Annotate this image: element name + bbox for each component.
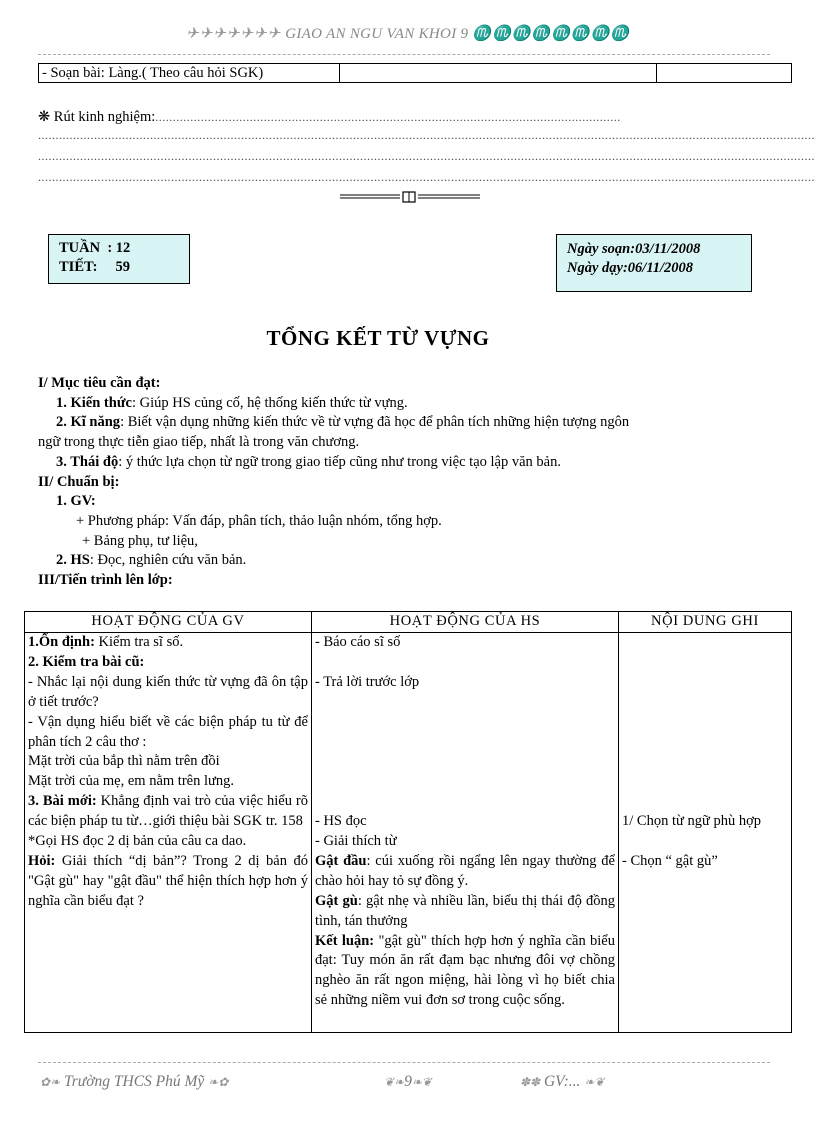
hs-label: 2. HS (56, 552, 90, 569)
week-label: TUẦN : 12 (59, 240, 131, 256)
review-question: - Nhắc lại nội dung kiến thức từ vựng đã ôn tập ở tiết trước? (28, 673, 308, 710)
hs-answer: - Trả lời trước lớp (315, 673, 420, 690)
teach-date: Ngày dạy:06/11/2008 (567, 260, 694, 276)
conclusion-text: "gật gù" thích hợp hơn ý nghĩa cần biểu đạt: Tuy món ăn rất đạm bạc nhưng đôi vợ chồng nghèo ăn rất ngon miệng, hài lòng vì họ biết chia sẻ những niềm vui đơn sơ trong cuộc sống. (315, 932, 615, 1009)
top-cell-lesson: - Soạn bài: Làng.( Theo câu hỏi SGK) (39, 64, 340, 83)
process-heading: III/Tiến trình lên lớp: (38, 572, 173, 589)
col-header-hs: HOẠT ĐỘNG CỦA HS (312, 612, 619, 633)
review-label: 2. Kiểm tra bài cũ: (28, 653, 145, 670)
activity-table (24, 611, 792, 1033)
prep-heading: II/ Chuẩn bị: (38, 473, 120, 490)
experience-label: Rút kinh nghiệm: (53, 109, 156, 125)
knowledge-label: 1. Kiến thức (56, 394, 132, 411)
footer-ornament: ❧✿ (208, 1075, 229, 1089)
header-divider (38, 54, 770, 55)
gv-label: 1. GV: (56, 493, 96, 510)
hs-text: : Đọc, nghiên cứu văn bản. (89, 552, 247, 569)
stabilize-label: 1.Ổn định: (28, 634, 95, 650)
footer-teacher (520, 1073, 604, 1091)
poem-line: Mặt trời của mẹ, em nằm trên lưng. (28, 773, 234, 790)
col-header-gv: HOẠT ĐỘNG CỦA GV (25, 612, 312, 633)
header-ornament-right: ♏♏♏♏♏♏♏♏ (472, 26, 630, 42)
top-cell-3 (657, 64, 792, 83)
header-title: GIAO AN NGU VAN KHOI 9 (285, 26, 469, 42)
poem-line: Mặt trời của bắp thì nằm trên đồi (28, 753, 220, 770)
top-cell-2 (340, 64, 657, 83)
experience-line: ❋ Rút kinh nghiệm:..................................................................................................................................... (38, 109, 621, 125)
hs-activity-cell (312, 633, 619, 1033)
footer-ornament: ❦❧ (384, 1075, 405, 1089)
teacher-name: GV:... (543, 1073, 581, 1090)
note-choose-word: 1/ Chọn từ ngữ phù hợp (622, 813, 761, 830)
prep-date: Ngày soạn:03/11/2008 (567, 241, 701, 257)
hs-report: - Báo cáo sĩ số (315, 634, 401, 650)
gv-activity-cell (25, 633, 312, 1033)
school-name: Trường THCS Phú Mỹ (63, 1073, 205, 1090)
header-ornament-left: ✈✈✈✈✈✈✈ (186, 26, 282, 42)
col-header-nd: NỘI DUNG GHI (619, 612, 792, 633)
hs-read: - HS đọc (315, 813, 367, 830)
page-title: TỔNG KẾT TỪ VỰNG (266, 326, 490, 350)
top-lesson-table (38, 63, 792, 83)
reading-task: *Gọi HS đọc 2 dị bản của câu ca dao. (28, 833, 247, 850)
gat-gu-label: Gật gù (315, 892, 358, 909)
page-header (0, 24, 816, 43)
dotted-line: .............................................................................................................................................................................................................................. (38, 170, 815, 184)
attitude-label: 3. Thái độ (56, 453, 119, 470)
footer-page (384, 1073, 432, 1091)
dotted-line: .............................................................................................................................................................................................................................. (38, 149, 815, 163)
gat-gu-text: : gật nhẹ và nhiều lần, biểu thị thái độ đồng tình, tán thưởng (315, 892, 615, 929)
gat-dau-text: : cúi xuống rồi ngẩng lên ngay thường để chào hỏi hay tỏ sự đồng ý. (315, 852, 615, 889)
dotted-line: .............................................................................................................................................................................................................................. (38, 128, 815, 142)
attitude-text: : ý thức lựa chọn từ ngữ trong giao tiếp cũng như trong việc tạo lập văn bản. (118, 453, 561, 470)
skill-text-cont: ngữ trong thực tiễn giao tiếp, nhất là trong văn chương. (38, 434, 360, 451)
footer-school (40, 1073, 228, 1091)
star-icon: ❋ (38, 109, 51, 125)
skill-label: 2. Kĩ năng (56, 414, 121, 431)
footer-ornament: ✽✽ (520, 1075, 541, 1089)
gv-item: + Bảng phụ, tư liệu, (82, 532, 198, 549)
gat-dau-label: Gật đầu (315, 852, 367, 869)
page-number: 9 (404, 1073, 412, 1090)
week-box (48, 234, 190, 284)
new-lesson-text: Khẳng định vai trò của việc hiểu rõ các biện pháp tu từ…giới thiệu bài SGK tr. 158 (28, 793, 308, 830)
conclusion-label: Kết luận: (315, 932, 375, 949)
new-lesson-label: 3. Bài mới: (28, 793, 97, 810)
footer-ornament: ✿❧ (40, 1075, 61, 1089)
hs-explain: - Giải thích từ (315, 833, 397, 849)
lesson-body (38, 374, 778, 591)
stabilize-text: Kiểm tra sĩ số. (94, 634, 184, 650)
gv-item: + Phương pháp: Vấn đáp, phân tích, thảo luận nhóm, tổng hợp. (76, 512, 442, 529)
question-label: Hỏi: (28, 852, 56, 869)
knowledge-text: : Giúp HS củng cố, hệ thống kiến thức từ vựng. (131, 394, 408, 411)
question-text: Giải thích “dị bản”? Trong 2 dị bản đó "Gật gù" hay "gật đầu" thể hiện thích hợp hơn ý nghĩa cần biểu đạt ? (28, 852, 308, 909)
note-choose-gat-gu: - Chọn “ gật gù” (622, 852, 718, 869)
footer-ornament: ❧❦ (584, 1075, 605, 1089)
objectives-heading: I/ Mục tiêu cần đạt: (38, 375, 161, 391)
review-task: - Vận dụng hiểu biết về các biện pháp tu từ để phân tích 2 câu thơ : (28, 713, 308, 750)
book-icon (340, 191, 480, 203)
period-label: TIẾT: 59 (59, 259, 131, 275)
notes-cell (619, 633, 792, 1033)
footer-divider (38, 1062, 770, 1063)
footer-ornament: ❧❦ (411, 1075, 432, 1089)
skill-text: : Biết vận dụng những kiến thức về từ vựng đã học để phân tích những hiện tượng ngôn (120, 414, 630, 431)
date-box (556, 234, 752, 292)
